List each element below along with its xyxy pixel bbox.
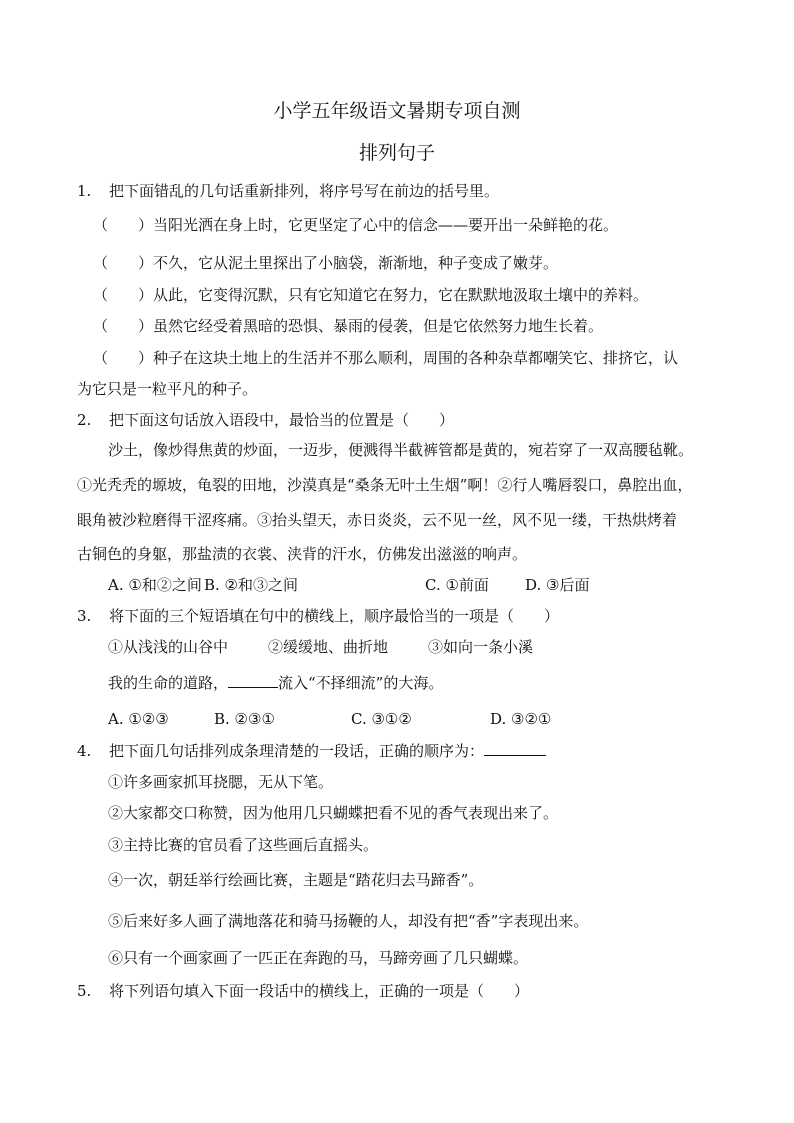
q3-phrase: ②缓缓地、曲折地 [268, 638, 389, 656]
q1-item: （ ）种子在这块土地上的生活并不那么顺利，周围的各种杂草都嘲笑它、排挤它，认 [93, 349, 679, 367]
q1-prompt: 把下面错乱的几句话重新排列，将序号写在前边的括号里。 [109, 182, 500, 200]
q1-item: （ ）不久，它从泥土里探出了小脑袋，渐渐地，种子变成了嫩芽。 [93, 254, 559, 272]
q4-item: ②大家都交口称赞，因为他用几只蝴蝶把看不见的香气表现出来了。 [108, 804, 559, 822]
q1-item: （ ）当阳光洒在身上时，它更坚定了心中的信念——要开出一朵鲜艳的花。 [93, 216, 619, 234]
q5-prompt: 将下列语句填入下面一段话中的横线上，正确的一项是（ ） [109, 982, 530, 1000]
page-subtitle: 排列句子 [358, 142, 435, 164]
q4-prompt: 把下面几句话排列成条理清楚的一段话，正确的顺序为： [109, 742, 485, 760]
q4-item: ④一次，朝廷举行绘画比赛，主题是“踏花归去马蹄香”。 [108, 871, 484, 889]
q2-passage-line: 眼角被沙粒磨得干涩疼痛。③抬头望天，赤日炎炎，云不见一丝，风不见一缕，干热烘烤着 [77, 511, 678, 529]
q2-option-b: B. ②和③之间 [204, 576, 299, 594]
q2-option-d: D. ③后面 [525, 576, 590, 594]
q3-sentence-after: 流入“不择细流”的大海。 [278, 674, 444, 692]
q2-option-c: C. ①前面 [425, 576, 489, 594]
q2-passage-line: ①光秃秃的塬坡，龟裂的田地，沙漠真是“桑条无叶土生烟”啊！②行人嘴唇裂口，鼻腔出血， [77, 476, 693, 494]
q3-number: 3. [77, 607, 92, 625]
q3-answer-blank[interactable] [228, 687, 278, 688]
q3-option-b: B. ②③① [214, 710, 275, 728]
q4-item: ①许多画家抓耳挠腮，无从下笔。 [108, 773, 334, 791]
q2-number: 2. [77, 411, 92, 429]
q4-answer-blank[interactable] [484, 755, 546, 756]
q4-number: 4. [77, 742, 92, 760]
q4-item: ③主持比赛的官员看了这些画后直摇头。 [108, 836, 379, 854]
q1-item: （ ）从此，它变得沉默，只有它知道它在努力，它在默默地汲取土壤中的养料。 [93, 286, 649, 304]
q2-prompt: 把下面这句话放入语段中，最恰当的位置是（ ） [109, 411, 455, 429]
q3-option-d: D. ③②① [490, 710, 552, 728]
q3-option-a: A. ①②③ [108, 710, 169, 728]
q2-passage-line: 古铜色的身躯，那盐渍的衣裳、浃背的汗水，仿佛发出滋滋的响声。 [77, 545, 528, 563]
q2-option-a: A. ①和②之间 [108, 576, 202, 594]
q5-number: 5. [77, 982, 92, 1000]
q4-item: ⑥只有一个画家画了一匹正在奔跑的马，马蹄旁画了几只蝴蝶。 [108, 949, 529, 967]
q2-sentence: 沙土，像炒得焦黄的炒面，一迈步，便溅得半截裤管都是黄的，宛若穿了一双高腰毡靴。 [108, 441, 694, 459]
q1-item: （ ）虽然它经受着黑暗的恐惧、暴雨的侵袭，但是它依然努力地生长着。 [93, 317, 604, 335]
q3-option-c: C. ③①② [351, 710, 412, 728]
q4-prompt-line [109, 741, 546, 761]
q3-sentence [108, 673, 443, 693]
q4-item: ⑤后来好多人画了满地落花和骑马扬鞭的人，却没有把“香”字表现出来。 [108, 912, 589, 930]
q3-sentence-before: 我的生命的道路， [108, 674, 229, 692]
page-title: 小学五年级语文暑期专项自测 [273, 100, 521, 122]
q1-number: 1. [77, 182, 92, 200]
q3-phrase: ①从浅浅的山谷中 [108, 638, 229, 656]
q3-prompt: 将下面的三个短语填在句中的横线上，顺序最恰当的一项是（ ） [109, 607, 560, 625]
q1-item-continuation: 为它只是一粒平凡的种子。 [77, 380, 258, 398]
q3-phrase: ③如向一条小溪 [428, 638, 534, 656]
